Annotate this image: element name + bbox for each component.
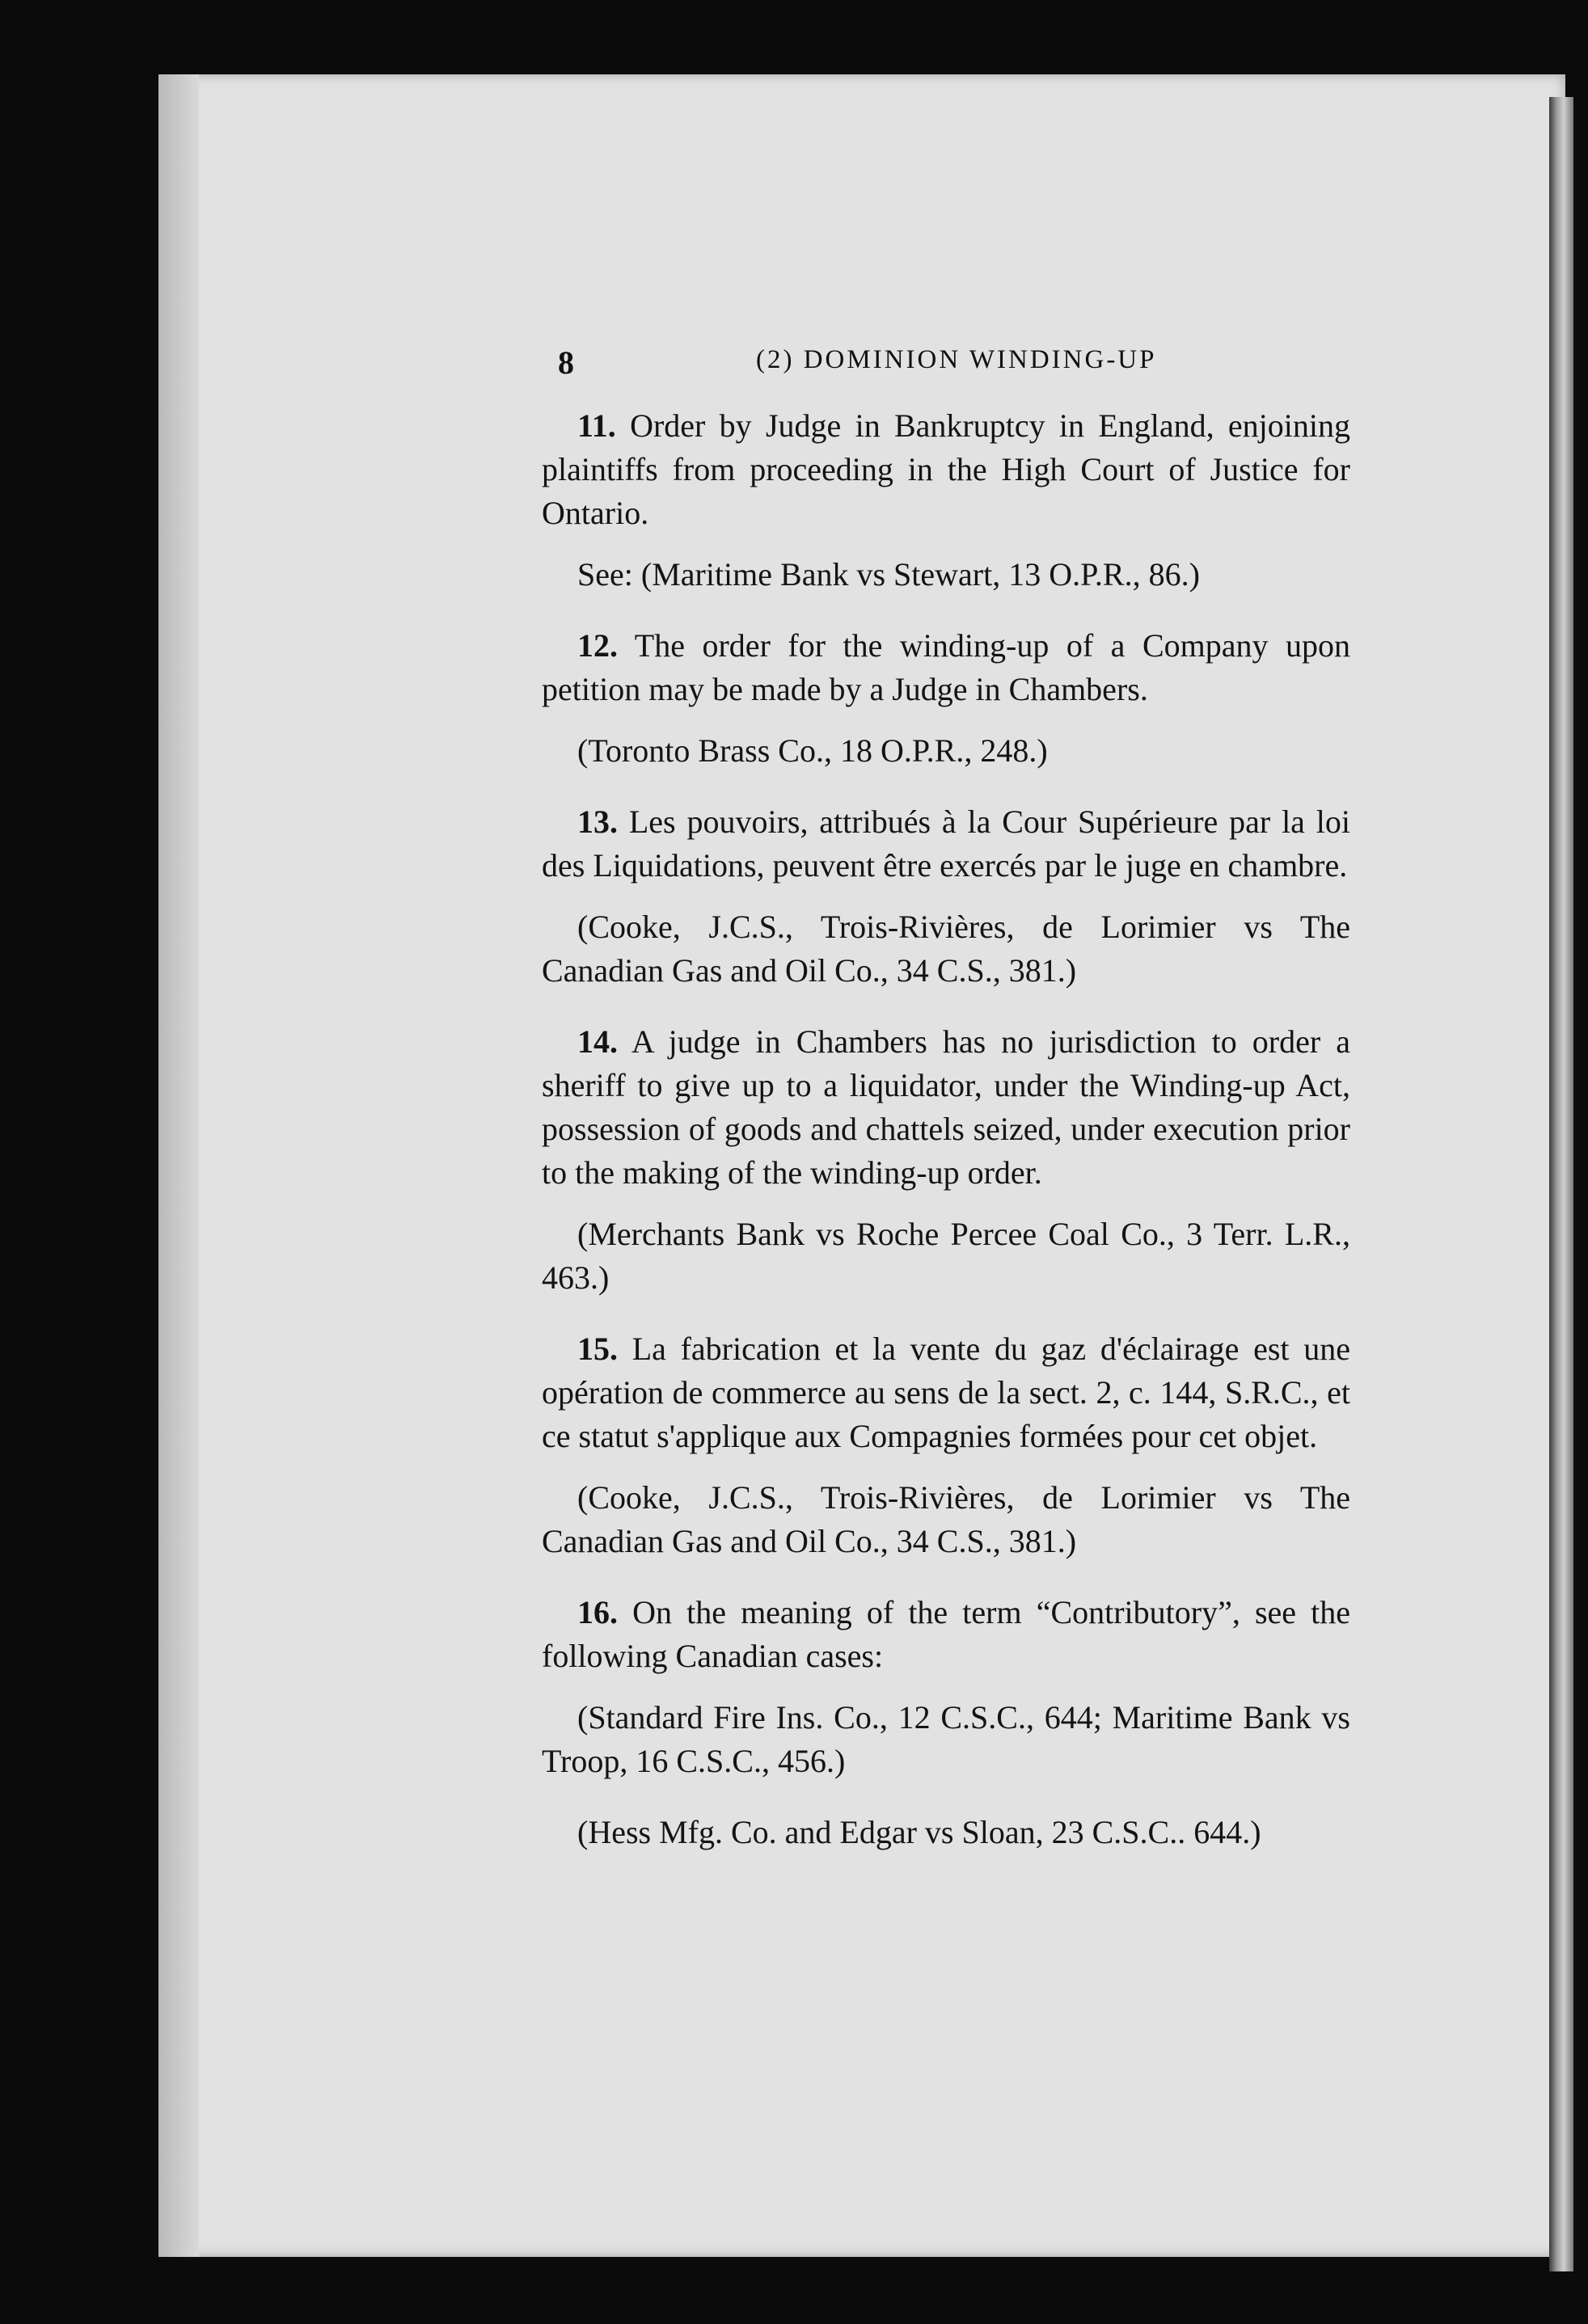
entry-text: Order by Judge in Bankruptcy in England, enjoining plaintiffs from proceeding in the High Court of Justice for Ontario. bbox=[542, 407, 1351, 531]
paragraph bbox=[542, 1020, 1350, 1195]
entry-number: 13. bbox=[577, 803, 618, 840]
citation-text: (Toronto Brass Co., 18 O.P.R., 248.) bbox=[577, 732, 1048, 769]
citation-text: See: (Maritime Bank vs Stewart, 13 O.P.R., 86.) bbox=[577, 556, 1200, 593]
page-number: 8 bbox=[558, 344, 574, 381]
paragraph bbox=[542, 800, 1350, 888]
paragraph bbox=[542, 1591, 1350, 1678]
entry-number: 11. bbox=[577, 407, 616, 444]
citation bbox=[542, 905, 1350, 993]
citation-text: (Merchants Bank vs Roche Percee Coal Co., 3 Terr. L.R., 463.) bbox=[542, 1216, 1350, 1296]
paragraph bbox=[542, 624, 1350, 711]
page-header bbox=[558, 344, 1366, 392]
citation-text: (Hess Mfg. Co. and Edgar vs Sloan, 23 C.S.C.. 644.) bbox=[577, 1814, 1261, 1850]
entry-text: Les pouvoirs, attribués à la Cour Supérieure par la loi des Liquidations, peuvent être exercés par le juge en chambre. bbox=[542, 803, 1351, 884]
paragraph bbox=[542, 1327, 1350, 1458]
entry-number: 14. bbox=[577, 1023, 618, 1060]
entry-number: 16. bbox=[577, 1594, 618, 1630]
paragraph bbox=[542, 404, 1350, 535]
entry-text: On the meaning of the term “Contributory”, see the following Canadian cases: bbox=[542, 1594, 1351, 1674]
citation bbox=[542, 729, 1350, 773]
entry-number: 12. bbox=[577, 627, 618, 664]
body-text bbox=[542, 404, 1350, 1882]
citation-text: (Cooke, J.C.S., Trois-Rivières, de Lorimier vs The Canadian Gas and Oil Co., 34 C.S., 381.) bbox=[542, 909, 1350, 989]
entry-text: A judge in Chambers has no jurisdiction to order a sheriff to give up to a liquidator, under the Winding-up Act, possession of goods and chattels seized, under execution prior to the making of the winding-up order. bbox=[542, 1023, 1351, 1191]
citation-text: (Cooke, J.C.S., Trois-Rivières, de Lorimier vs The Canadian Gas and Oil Co., 34 C.S., 381.) bbox=[542, 1479, 1350, 1559]
page-edge bbox=[1549, 97, 1573, 2271]
running-head: (2) DOMINION WINDING-UP bbox=[756, 345, 1157, 374]
citation bbox=[542, 1696, 1350, 1783]
entry-text: The order for the winding-up of a Company upon petition may be made by a Judge in Chambers. bbox=[542, 627, 1350, 707]
citation bbox=[542, 1213, 1350, 1300]
entry-number: 15. bbox=[577, 1331, 618, 1367]
citation-text: (Standard Fire Ins. Co., 12 C.S.C., 644; Maritime Bank vs Troop, 16 C.S.C., 456.) bbox=[542, 1699, 1350, 1779]
citation bbox=[542, 553, 1350, 597]
citation bbox=[542, 1476, 1350, 1563]
entry-text: La fabrication et la vente du gaz d'éclairage est une opération de commerce au sens de la sect. 2, c. 144, S.R.C., et ce statut s'applique aux Compagnies formées pour cet objet. bbox=[542, 1331, 1350, 1454]
citation bbox=[542, 1811, 1350, 1854]
page-gutter bbox=[158, 74, 199, 2257]
